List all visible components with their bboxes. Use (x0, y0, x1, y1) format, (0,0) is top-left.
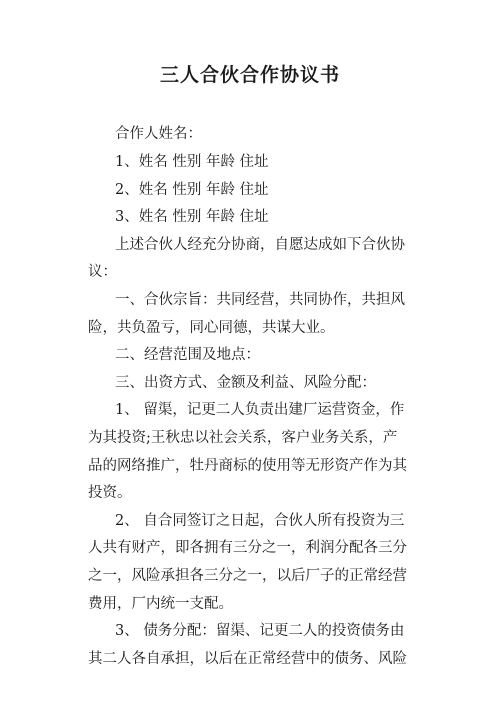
intro-paragraph-line: 议： (88, 264, 117, 280)
clause-3-item-2-line: 之一，风险承担各三分之一，以后厂子的正常经营 (88, 568, 407, 584)
document-title: 三人合伙合作协议书 (159, 64, 340, 86)
partner-2-line: 2、姓名 性别 年龄 住址 (115, 182, 269, 198)
partner-1-line: 1、姓名 性别 年龄 住址 (115, 154, 269, 170)
clause-1-line: 一、合伙宗旨：共同经营，共同协作，共担风 (115, 292, 405, 308)
clause-3-item-3-line: 其二人各自承担，以后在正常经营中的债务、风险 (88, 651, 407, 667)
clause-3-item-3-line: 3、 债务分配：留渠、记更二人的投资债务由 (115, 623, 405, 639)
clause-2-line: 二、经营范围及地点： (115, 347, 260, 363)
clause-3-item-1-line: 1、 留渠，记更二人负责出建厂运营资金，作 (115, 402, 405, 418)
clause-3-item-1-line: 为其投资;王秋忠以社会关系，客户业务关系，产 (88, 430, 398, 446)
clause-3-item-2-line: 2、 自合同签订之日起，合伙人所有投资为三 (115, 513, 405, 529)
clause-3-item-2-line: 费用，厂内统一支配。 (88, 596, 233, 612)
partner-3-line: 3、姓名 性别 年龄 住址 (115, 209, 269, 225)
clause-3-item-1-line: 品的网络推广，牡丹商标的使用等无形资产作为其 (88, 458, 407, 474)
clause-1-line: 险，共负盈亏，同心同德，共谋大业。 (88, 320, 335, 336)
clause-3-item-1-line: 投资。 (88, 485, 132, 501)
intro-paragraph-line: 上述合伙人经充分协商，自愿达成如下合伙协 (115, 237, 405, 253)
partner-names-heading: 合作人姓名： (115, 126, 202, 142)
clause-3-heading: 三、出资方式、金额及利益、风险分配： (115, 375, 376, 391)
clause-3-item-2-line: 人共有财产，即各拥有三分之一，利润分配各三分 (88, 540, 407, 556)
